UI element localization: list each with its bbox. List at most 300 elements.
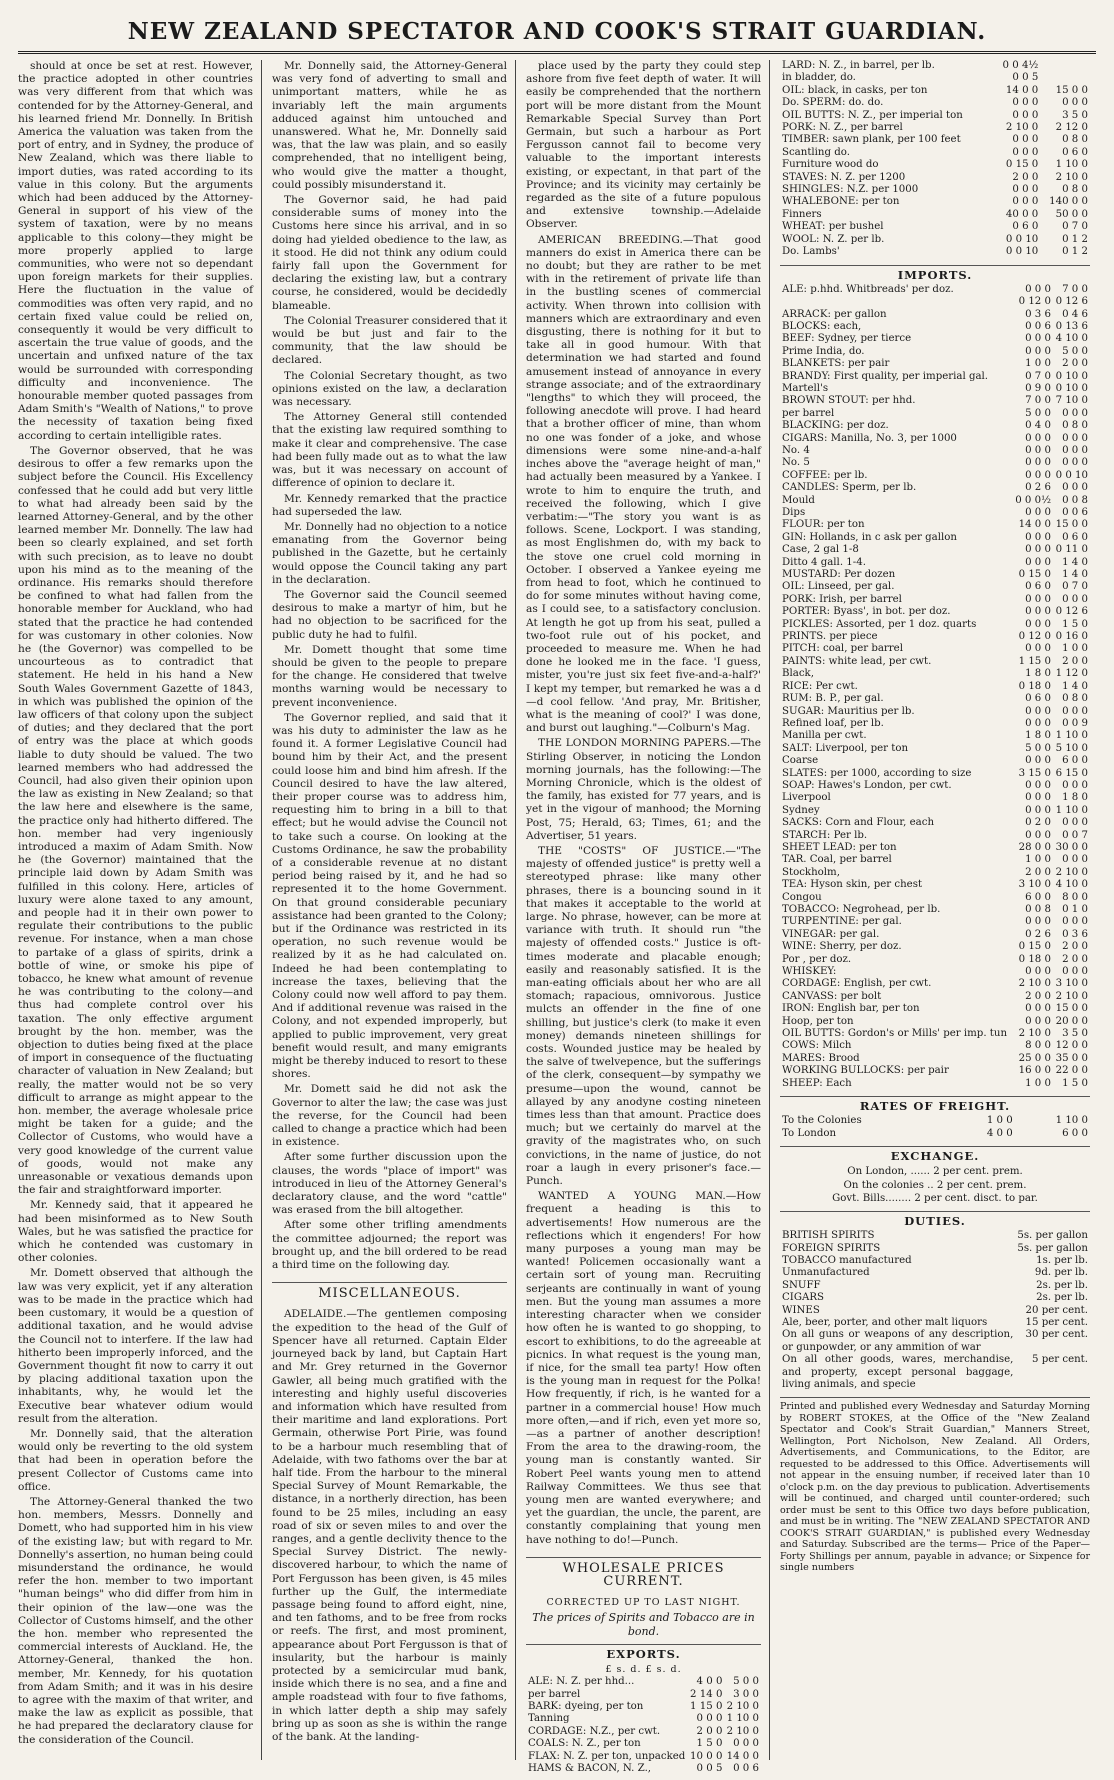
price-value: 5 0 0 [1025,742,1051,754]
price-value: 15 0 0 [1055,84,1088,96]
price-item: CIGARS [782,1292,824,1304]
price-item: Case, 2 gal 1-8 [782,544,859,556]
price-value: 2 0 0 [1025,866,1051,878]
price-item: per barrel [782,407,835,419]
price-row [780,184,1090,196]
price-item: TIMBER: sawn plank, per 100 feet [782,134,961,146]
price-item: BLOCKS: each, [782,320,862,332]
price-value: 5s. per gallon [1017,1230,1088,1242]
price-row [780,693,1090,705]
price-value: 3 0 0 [733,1688,759,1700]
miscellaneous-heading: MISCELLANEOUS. [272,1282,507,1300]
price-value: 0 8 0 [1062,693,1088,705]
price-row [780,879,1090,891]
paragraph: The Attorney-General thanked the two hon. members, Messrs. Donnelly and Domett, who had supported him in his view of the existing law; but with regard to Mr. Donnelly's assertion, no human being could misunderstand the ordinance, he would refer the hon. member to two important "human beings" who did differ from him in their opinion of the law—one was the Collector of Customs himself, and the other the hon. member who represented the commercial interests of Auckland. He, the Attorney-General, thanked the hon. member, Mr. Kennedy, for his quotation from Adam Smith; and it was in his desire to agree with the maxim of that writer, and make the law as explicit as possible, that he had prepared the declaratory clause for the consideration of the Council. [18,1495,253,1746]
price-value: 0 0 0 [1062,457,1088,469]
price-value: 1 10 0 [1055,804,1088,816]
price-row [780,1040,1090,1052]
price-row [780,557,1090,569]
paragraph: should at once be set at rest. However, the practice adopted in other countries was very different from that which was contended for by the Attorney-General, and his learned friend Mr. Donnelly. In British America the valuation was taken from the port of entry, and in Sydney, the produce of New Zealand, which was there liable to import duties, was rated according to its value in this colony. But the arguments which had been adduced by the Attorney-General in support of his view of the system of taxation, were by no means applicable to this colony—they might be more properly applied to large communities, who were not so dependant upon foreign markets for their supplies. Here the fluctuation in the value of commodities was often very rapid, and no certain fixed value could be relied on, consequently it would be very difficult to ascertain the true value of goods, and the uncertain and unfixed nature of the tax would be surrounded with corresponding difficulty and inconvenience. The honourable member quoted passages from Adam Smith's "Wealth of Nations," to prove the necessity of taxation being fixed according to certain intelligible rates. [18,60,253,442]
price-item: Do. SPERM: do. do. [782,97,884,109]
price-value: 0 0 0 [1062,966,1088,978]
price-row [780,991,1090,1003]
price-value: 0 0 0 [1025,556,1051,568]
price-value: 1 0 0 [986,1115,1013,1127]
price-value: 35 0 0 [1055,1052,1088,1064]
price-row [526,1689,761,1701]
price-value: 2 10 0 [1018,978,1051,990]
price-value: 6 0 0 [1062,1127,1088,1139]
paragraph: The Attorney General still contended that the existing law required somthing to make it clear and comprehensive. The case had been fully made out as to what the law was, but it was necessary on account of difference of opinion to declare it. [272,411,507,490]
price-value: 0 0 0 [1062,482,1088,494]
price-value: 1 8 0 [1062,792,1088,804]
price-value: 0 0 0 [1012,184,1039,196]
price-row [780,619,1090,631]
price-item: WOOL: N. Z. per lb. [782,233,885,245]
price-item: WHALEBONE: per ton [782,196,900,208]
price-value: 8 0 0 [1025,1040,1051,1052]
columns [18,60,1096,1775]
price-item: FLOUR: per ton [782,519,865,531]
price-value: 0 1 2 [1062,246,1088,258]
price-row [780,867,1090,879]
price-value: 1 8 0 [1025,668,1051,680]
price-value: 0 0 0 [1062,817,1088,829]
price-row [780,371,1090,383]
price-row [780,60,1090,72]
price-value: 0 0 0 [696,1713,723,1725]
price-item: Ditto 4 gall. 1-4. [782,556,866,568]
price-value: 7 10 0 [1055,395,1088,407]
column-4 [780,60,1090,1760]
price-item: WINE: Sherry, per doz. [782,941,902,953]
price-value: 15 0 0 [1055,1003,1088,1015]
price-item: SUGAR: Mauritius per lb. [782,705,915,717]
price-value: 50 0 0 [1055,208,1088,220]
price-item: CORDAGE: N.Z., per cwt. [528,1725,661,1737]
price-value: 1 8 0 [1025,730,1051,742]
price-row [780,1280,1090,1292]
price-value: 0 12 6 [1055,296,1088,308]
price-value: 1 10 0 [1055,159,1088,171]
price-value: 0 18 0 [1018,953,1051,965]
price-value: 2 12 0 [1055,122,1088,134]
price-value: 0 15 0 [1005,159,1039,171]
price-item: PRINTS. per piece [782,631,878,643]
price-item: WINES [782,1304,820,1316]
price-value: 1 15 0 [1018,655,1051,667]
price-item [780,296,1013,308]
price-row [780,755,1090,767]
price-value: 30 0 0 [1055,841,1088,853]
price-value: 15 0 0 [1055,519,1088,531]
price-item: SLATES: per 1000, according to size [782,767,972,779]
price-value: 28 0 0 [1018,841,1051,853]
price-row [780,1115,1090,1127]
price-value: 0 10 0 [1055,370,1088,382]
price-value: 0 0 0 [1062,705,1088,717]
price-value: 5s. per gallon [1017,1242,1088,1254]
price-row [780,668,1090,680]
price-item: PORK: Irish, per barrel [782,593,902,605]
price-value: 0 0 0 [1012,146,1039,158]
price-item: BRANDY: First quality, per imperial gal. [782,370,989,382]
paragraph: After some further discussion upon the clauses, the words "place of import" was introduced in lieu of the Attorney General's declaratory clause, and the word "cattle" was erased from the bill altogether. [272,1151,507,1217]
price-row [780,656,1090,668]
paragraph: WANTED A YOUNG MAN.—How frequent a heading is this to advertisements! How numerous are the reflections which it engenders! For how many purposes a young man may be wanted! Policemen occasionally want a certain sort of young man. Recruiting serjeants are continually in want of young men. But the young man assumes a more interesting character when we consider how often he is wanted to go shopping, to escort to exhibitions, to do the agreeable at picnics. In what request is the young man, if nice, for the small tea party! How often is the young man in request for the Polka! How frequently, if rich, is he wanted for a partner in a commercial house! How much more often,—and if rich, even yet more so,—as a partner of another description! From the area to the drawing-room, the young man is constantly wanted. Sir Robert Peel wants young men to attend Railway Committees. We thus see that young men are wanted everywhere; and yet the guardian, the uncle, the parent, are constantly complaining that young men have nothing to do!—Punch. [526,1190,761,1546]
price-item: in bladder, do. [782,72,856,84]
paragraph: place used by the party they could step ashore from five feet depth of water. It will easily be comprehended that the northern port will be more distant from the Mount Remarkable Special Survey than Port Germain, but such a harbour as Port Fergusson cannot fail to become very valuable to the important interests existing, or expectant, in that part of the Province; and its vicinity may certainly be regarded as the site of a future populous and extensive township.—Adelaide Observer. [526,60,761,231]
exchange-line: On the colonies .. 2 per cent. prem. [843,1179,1027,1191]
price-value [1040,72,1090,84]
price-item: Stockholm, [782,866,840,878]
price-value: 0 0 0 [1025,829,1051,841]
price-value: 40 0 0 [1005,208,1039,220]
price-row [780,420,1090,432]
price-value: 0 12 0 [1018,631,1051,643]
price-value: 0 1 0 [1062,904,1088,916]
exchange-line: On London, ...... 2 per cent. prem. [847,1166,1023,1178]
price-row [526,1738,761,1750]
masthead-rule [18,51,1096,54]
price-row [780,594,1090,606]
price-value: 0 0 0 [1062,407,1088,419]
price-item: IRON: English bar, per ton [782,1003,920,1015]
price-row [780,643,1090,655]
price-value: 0 8 0 [1062,420,1088,432]
price-item: SALT: Liverpool, per ton [782,742,909,754]
price-item: Finners [782,208,822,220]
price-row [780,85,1090,97]
price-item: Coarse [782,755,819,767]
price-row [780,706,1090,718]
price-value: 5 0 0 [1025,407,1051,419]
price-value: 0 0 0 [1025,804,1051,816]
price-row [780,1267,1090,1279]
paragraph: The Governor said, he had paid considerable sums of money into the Customs here since his arrival, and in so doing had yielded obedience to the law, as it stood. He did not think any odium could fairly fall upon the Government for declaring the existing law, but a contrary course, he considered, would be decidedly blameable. [272,194,507,312]
price-item: SHINGLES: N.Z. per 1000 [782,184,919,196]
price-item: ALE: p.hhd. Whitbreads' per doz. [782,283,954,295]
price-item: MARES: Brood [782,1052,860,1064]
imports-table [780,284,1090,1090]
price-value: 2 0 0 [1025,990,1051,1002]
price-value: 3 10 0 [1055,978,1088,990]
price-row [780,780,1090,792]
price-row [780,433,1090,445]
price-row [780,1065,1090,1077]
masthead-title: NEW ZEALAND SPECTATOR AND COOK'S STRAIT GUARDIAN. [127,18,987,45]
price-value: 0 6 0 [1025,581,1051,593]
price-value: 3 5 0 [1062,109,1088,121]
paragraph: AMERICAN BREEDING.—That good manners do exist in America there can be no doubt; but they are rather to be met with in the retirement of private life than in the bustling scenes of commercial activity. When thrown into collision with manners which are extraordinary and even disgusting, there is nothing for it but to take all in good humour. With that determination we had started and found amusement instead of annoyance in every strange associate; and of the extraordinary "lengths" to which they will proceed, the following anecdote will prove. I had heard that a brother officer of mine, than whom no one was fonder of a joke, and whose dimensions were some nine-and-a-half inches above the "average height of man," had actually been measured by a Yankee. I wrote to him to enquire the truth, and received the following, which I give verbatim:—"The story you want is as follows. Scene, Lockport. I was standing, as most Englishmen do, with my back to the stove one cruel cold morning in October. I observed a Yankee eyeing me from head to foot, which he continued to do for some minutes without having come, as I could see, to a satisfactory conclusion. At length he got up from his seat, pulled a two-foot rule out of his pocket, and proceeded to measure me. When he had done he looked me in the face. 'I guess, mister, you're just six feet five-and-a-half?' I kept my temper, but remarked he was a d—d cool fellow. 'And pray, Mr. Britisher, what is the meaning of cool?' I was done, and burst out laughing."—Colburn's Mag. [526,233,761,735]
price-value: 0 0 0 [1062,779,1088,791]
price-value: 0 3 6 [1025,308,1051,320]
price-row [780,234,1090,246]
price-row [526,1763,761,1775]
price-row [780,904,1090,916]
price-row [780,209,1090,221]
price-value: 0 0 0 [1025,283,1051,295]
price-item: PORTER: Byass', in bot. per doz. [782,606,951,618]
exchange-heading: EXCHANGE. [780,1146,1090,1163]
freight-table [780,1115,1090,1140]
price-row [780,1230,1090,1242]
price-row [780,147,1090,159]
price-item: ALE: N. Z. per hhd... [528,1676,635,1688]
price-value: 0 18 0 [1018,680,1051,692]
price-item: TOBACCO manufactured [782,1254,912,1266]
price-value: 2 10 0 [1055,171,1088,183]
price-value: 1 0 0 [1025,854,1051,866]
price-value: 0 7 0 [1062,221,1088,233]
price-value: 1 15 0 [690,1700,723,1712]
price-value: 1 5 0 [1062,1077,1088,1089]
paragraph: After some other trifling amendments the committee adjourned; the report was brought up, and the bill ordered to be read a third time on the following day. [272,1219,507,1272]
price-item: OIL BUTTS: N. Z., per imperial ton [782,109,963,121]
price-item: BEEF: Sydney, per tierce [782,333,912,345]
price-item: COFFEE: per lb. [782,469,868,481]
price-item: OIL: black, in casks, per ton [782,84,928,96]
price-value: 0 4 0 [1025,420,1051,432]
price-value: 30 per cent. [1025,1329,1088,1341]
price-value: 0 0 0 [1025,593,1051,605]
price-value: 0 2 0 [1025,817,1051,829]
price-row [780,730,1090,742]
price-item: RUM: B. P., per gal. [782,693,884,705]
price-item: Liverpool [782,792,831,804]
price-row [780,1255,1090,1267]
price-value: 0 0 0 [1062,593,1088,605]
price-item: SNUFF [782,1279,821,1291]
price-row [780,246,1090,258]
price-row [780,1078,1090,1090]
price-row [780,854,1090,866]
price-item: CIGARS: Manilla, No. 3, per 1000 [782,432,957,444]
price-item: WHISKEY: [782,966,837,978]
price-row [780,941,1090,953]
price-value: 0 0 0 [1025,705,1051,717]
price-row [780,358,1090,370]
price-item: To London [782,1127,837,1139]
price-row [780,892,1090,904]
price-row [780,296,1090,308]
price-row [780,743,1090,755]
price-value: 0 0 0 [1025,333,1051,345]
price-value: 0 9 0 [1025,382,1051,394]
price-value: 2 0 0 [1062,941,1088,953]
price-item: Martell's [782,382,829,394]
price-item: TEA: Hyson skin, per chest [782,879,923,891]
price-item: Tanning [528,1713,570,1725]
price-value: 0 0 0 [1025,1015,1051,1027]
price-value: 0 0 10 [1005,246,1039,258]
price-value: 6 0 0 [1062,755,1088,767]
price-value: 1 5 0 [696,1738,723,1750]
price-value: 4 10 0 [1055,333,1088,345]
paragraph: The Governor said the Council seemed desirous to make a martyr of him, but he had no objection to be sacrificed for the public duty he had to fulfil. [272,588,507,641]
price-item: ARRACK: per gallon [782,308,887,320]
price-value: 2 10 0 [1055,990,1088,1002]
price-value: 140 0 0 [1049,196,1088,208]
price-item: Furniture wood do [782,159,879,171]
price-row [780,544,1090,556]
price-value: 4 0 0 [986,1127,1013,1139]
price-value: 1s. per lb. [1036,1254,1088,1266]
paragraph: Mr. Domett said he did not ask the Governor to alter the law; the case was just the reverse, for the Council had been called to change a practice which had been in existence. [272,1083,507,1149]
column-2 [272,60,516,1760]
price-value: 0 0 9 [1062,717,1088,729]
price-value: 0 0 5 [696,1763,723,1775]
exchange-line: Govt. Bills........ 2 per cent. disct. to par. [832,1192,1038,1204]
price-row [780,768,1090,780]
publisher-footer: Printed and published every Wednesday and Saturday Morning by ROBERT STOKES, at the Office of the "New Zealand Spectator and Cook's Strait Guardian," Manners Street, Wellington, Port Nicholson, New Zealand. All Orders, Advertisements, and Communications, to the Editor, are requested to be addressed to this Office. Advertisements will not appear in the ensuing number, if received later than 10 o'clock p.m. on the day previous to publication. Advertisements will be continued, and charged until counter-ordered; such order must be sent to this Office two days before publication, and must be in writing. The "NEW ZEALAND SPECTATOR AND COOK'S STRAIT GUARDIAN," is published every Wednesday and Saturday. Subscribed are the terms— Price of the Paper—Forty Shillings per annum, payable in advance; or Sixpence for single numbers [780,1397,1090,1574]
price-value: 0 0 0 [1062,916,1088,928]
paragraph: Mr. Donnelly had no objection to a notice emanating from the Governor being published in the Gazette, but he certainly would oppose the Council taking any part in the declaration. [272,520,507,586]
price-value: 3 15 0 [1018,767,1051,779]
price-value: 7 0 0 [1062,283,1088,295]
price-item: No. 5 [782,457,810,469]
price-item: BROWN STOUT: per hhd. [782,395,916,407]
price-value: 6 15 0 [1055,767,1088,779]
price-row [780,569,1090,581]
price-value: 0 3 6 [1062,928,1088,940]
price-item: LARD: N. Z., in barrel, per lb. [782,60,935,71]
price-row [780,321,1090,333]
price-value: 5 10 0 [1055,742,1088,754]
price-value: 0 0 0 [1062,444,1088,456]
price-row [780,805,1090,817]
price-row [526,1676,761,1688]
price-value: 0 0 0 [1012,97,1039,109]
price-value: 2 10 0 [1005,122,1039,134]
price-row [526,1751,761,1763]
price-row [780,966,1090,978]
price-row [780,1305,1090,1317]
price-value: 0 6 0 [1025,693,1051,705]
price-item: SACKS: Corn and Flour, each [782,817,935,829]
price-item: STAVES: N. Z. per 1200 [782,171,906,183]
price-row [780,134,1090,146]
price-value: 0 0 0 [1062,432,1088,444]
price-item: Black, [782,668,814,680]
paragraph: THE LONDON MORNING PAPERS.—The Stirling Observer, in noticing the London morning journals, has the following:—The Morning Chronicle, which is the oldest of the family, has existed for 77 years, and is yet in the vigour of manhood; the Morning Post, 75; Herald, 63; Times, 61; and the Advertiser, 51 years. [526,737,761,842]
price-row [526,1713,761,1725]
price-value: 5 0 0 [1062,345,1088,357]
price-value: 1 4 0 [1062,680,1088,692]
prices-subheading: CORRECTED UP TO LAST NIGHT. [546,1597,741,1609]
price-value: 0 0 0 [1025,966,1051,978]
price-value: 1 12 0 [1055,668,1088,680]
price-value: 0 0 0 [1025,916,1051,928]
price-row [526,1726,761,1738]
price-row [780,445,1090,457]
price-value: 1 10 0 [726,1713,759,1725]
price-row [780,842,1090,854]
price-value: 1 0 0 [1025,1077,1051,1089]
paragraph: The Colonial Treasurer considered that it would be but just and fair to the community, that the law should be declared. [272,314,507,367]
column-1 [18,60,262,1760]
price-row [780,110,1090,122]
paragraph: Mr. Donnelly said, the Attorney-General was very fond of adverting to small and unimportant matters, while he as invariably left the main arguments adduced against him untouched and unanswered. What he, Mr. Donnelly said was, that the law was plain, and so easily comprehended, that no intelligent being, who would give the matter a thought, could possibly misunderstand it. [272,60,507,191]
column-3 [526,60,770,1775]
price-row [780,606,1090,618]
price-row [780,1128,1090,1140]
imports-heading: IMPORTS. [780,265,1090,282]
paragraph: Mr. Kennedy said, that it appeared he had been misinformed as to New South Wales, but he was satisfied the practice for which he contended was customary in other colonies. [18,1199,253,1265]
price-value: 16 0 0 [1018,1065,1051,1077]
price-value: 20 0 0 [1055,1015,1088,1027]
price-value: 5 0 0 [733,1676,759,1688]
price-item: SHEET LEAD: per ton [782,841,897,853]
price-value: 0 4 6 [1062,308,1088,320]
price-value: 0 6 0 [1012,221,1039,233]
price-value: 0 0 0 [1012,134,1039,146]
paragraph: The Colonial Secretary thought, as two opinions existed on the law, a declaration was necessary. [272,369,507,409]
price-value: 0 0 0 [1025,469,1051,481]
price-value: 0 0 0 [1025,606,1051,618]
price-value: 1 10 0 [1055,1115,1088,1127]
price-row [780,581,1090,593]
price-value: 0 8 0 [1062,134,1088,146]
price-item: CANVASS: per bolt [782,990,882,1002]
price-row [780,1003,1090,1015]
prices-note: The prices of Spirits and Tobacco are in bond. [532,1611,755,1638]
price-value: 5 per cent. [1031,1354,1088,1366]
price-row [780,395,1090,407]
price-item: Sydney [782,804,820,816]
price-row [780,792,1090,804]
price-value: 0 0 5 [1012,72,1039,84]
price-value: 0 0 0 [1025,755,1051,767]
price-item: Hoop, per ton [782,1015,854,1027]
duties-heading: DUTIES. [780,1211,1090,1228]
paragraph: Mr. Donnelly said, that the alteration would only be reverting to the old system that had been in operation before the present Collector of Customs came into office. [18,1427,253,1493]
price-value: 0 0 6 [733,1763,759,1775]
price-value [1040,60,1090,72]
price-value: 0 0 8 [1025,904,1051,916]
price-row [780,457,1090,469]
price-value: 0 0 6 [1025,320,1051,332]
price-row [780,532,1090,544]
price-value: 0 15 0 [1018,941,1051,953]
exports-heading: EXPORTS. [526,1644,761,1661]
price-item: STARCH: Per lb. [782,829,868,841]
price-item: MUSTARD: Per dozen [782,569,896,581]
price-item: On all guns or weapons of any description, or gunpowder, or any ammition of war [782,1329,1014,1353]
price-value: 0 0 7 [1062,829,1088,841]
price-row [780,159,1090,171]
price-value: 2 0 0 [1062,953,1088,965]
price-value: 0 2 6 [1025,928,1051,940]
price-item: SOAP: Hawes's London, per cwt. [782,779,952,791]
price-row [780,482,1090,494]
price-value: 0 0 8 [1062,494,1088,506]
paragraph: Mr. Kennedy remarked that the practice had superseded the law. [272,492,507,518]
price-value: 2 14 0 [690,1688,723,1700]
price-value: 2 10 0 [726,1725,759,1737]
price-value: 0 0 0 [1025,457,1051,469]
price-value: 0 7 0 [1025,370,1051,382]
price-row [526,1701,761,1713]
price-row [780,72,1090,84]
price-value: 9d. per lb. [1034,1267,1088,1279]
price-item: COWS: Milch [782,1040,852,1052]
price-value: 3 5 0 [1062,1028,1088,1040]
price-row [780,681,1090,693]
price-row [780,284,1090,296]
price-item: Unmanufactured [782,1267,870,1279]
price-value: 7 0 0 [1025,395,1051,407]
